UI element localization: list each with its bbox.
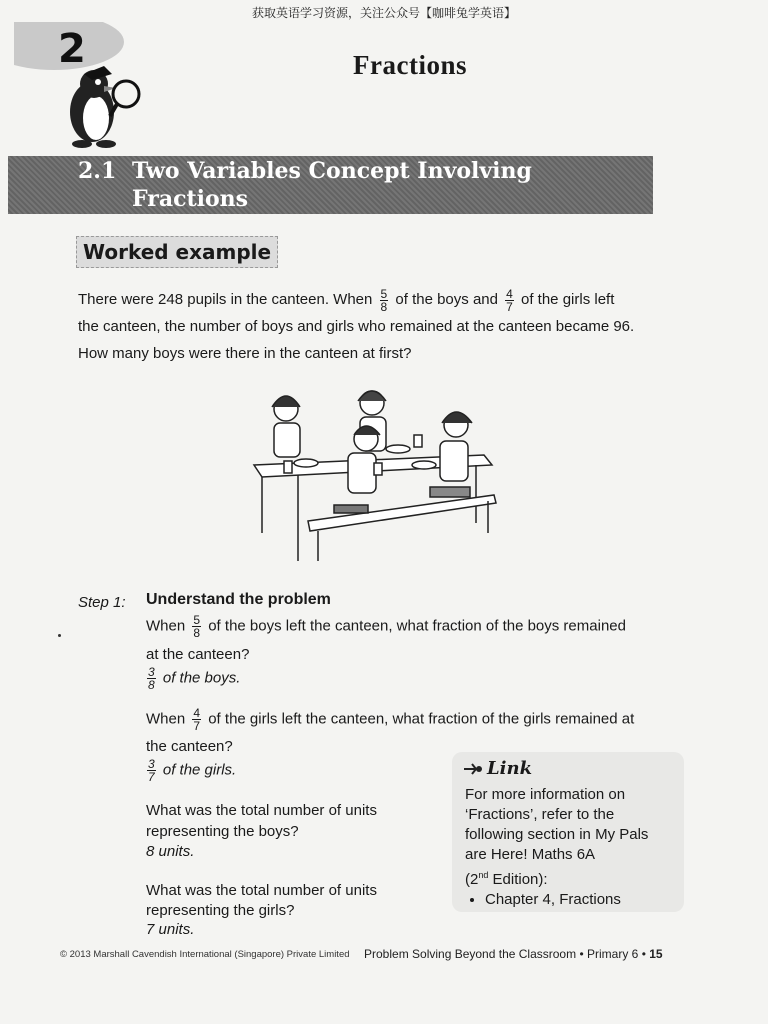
question-2: When $\frac{4}{7}$ of the girls left the canteen, what fraction of the girls remained at: [146, 706, 635, 733]
footer-book-info: Problem Solving Beyond the Classroom • Primary 6 • 15: [364, 947, 663, 961]
question-1-line2: at the canteen?: [146, 646, 250, 663]
section-title-line2: Fractions: [132, 186, 249, 212]
link-bullet: • Chapter 4, Fractions: [485, 890, 680, 910]
fraction-three-eighths: $\frac{3}{8}$: [148, 665, 155, 692]
fraction-three-sevenths: $\frac{3}{7}$: [148, 757, 155, 784]
fraction-four-sevenths: $\frac{4}{7}$: [506, 286, 513, 314]
footer-copyright: © 2013 Marshall Cavendish International (Singapore) Private Limited: [60, 949, 350, 960]
link-pointer-icon: [462, 761, 484, 777]
problem-text-2: of the boys and: [395, 291, 498, 308]
answer-3: 8 units.: [146, 843, 195, 860]
step-title: Understand the problem: [146, 591, 331, 608]
fraction-five-eighths: $\frac{5}{8}$: [380, 286, 388, 314]
question-2-line2: the canteen?: [146, 738, 233, 755]
step-label: Step 1:: [78, 594, 126, 611]
fraction-four-sevenths: $\frac{4}{7}$: [193, 706, 201, 733]
problem-line-3: How many boys were there in the canteen at first?: [78, 345, 412, 362]
page-number: 15: [649, 947, 663, 961]
section-number: 2.1: [78, 158, 117, 184]
problem-text-1: There were 248 pupils in the canteen. When: [78, 291, 373, 308]
problem-text-3: of the girls left: [521, 291, 615, 308]
answer-4: 7 units.: [146, 921, 195, 938]
watermark-text: 获取英语学习资源，关注公众号【咖啡兔学英语】: [251, 6, 516, 20]
question-4-line2: representing the girls?: [146, 902, 295, 919]
question-3-line2: representing the boys?: [146, 823, 299, 840]
problem-line-2: the canteen, the number of boys and girls who remained at the canteen became 96.: [78, 318, 635, 335]
canteen-children-illustration: [248, 383, 498, 563]
edition-line: (2nd Edition):: [465, 870, 548, 888]
problem-statement: [78, 286, 698, 367]
scan-mark: [58, 634, 61, 637]
question-4-line1: What was the total number of units: [146, 882, 377, 899]
page-title: Fractions: [353, 50, 467, 80]
link-body: For more information on ‘Fractions’, refer to the following section in My Pals are Here! Maths 6A (2nd Edition): • Chapter 4, Fractions: [465, 785, 680, 910]
question-1: When $\frac{5}{8}$ of the boys left the canteen, what fraction of the boys remained: [146, 613, 626, 640]
chapter-number: 2: [58, 26, 86, 72]
worked-example-label: Worked example: [76, 236, 278, 268]
link-heading: Link: [487, 758, 533, 779]
question-3-line1: What was the total number of units: [146, 802, 377, 819]
fraction-five-eighths: $\frac{5}{8}$: [193, 613, 201, 640]
answer-2: $\frac{3}{7}$ of the girls.: [148, 757, 237, 784]
answer-1: $\frac{3}{8}$ of the boys.: [148, 665, 241, 692]
penguin-mascot-icon: [14, 22, 164, 152]
section-title-line1: Two Variables Concept Involving: [132, 158, 532, 184]
